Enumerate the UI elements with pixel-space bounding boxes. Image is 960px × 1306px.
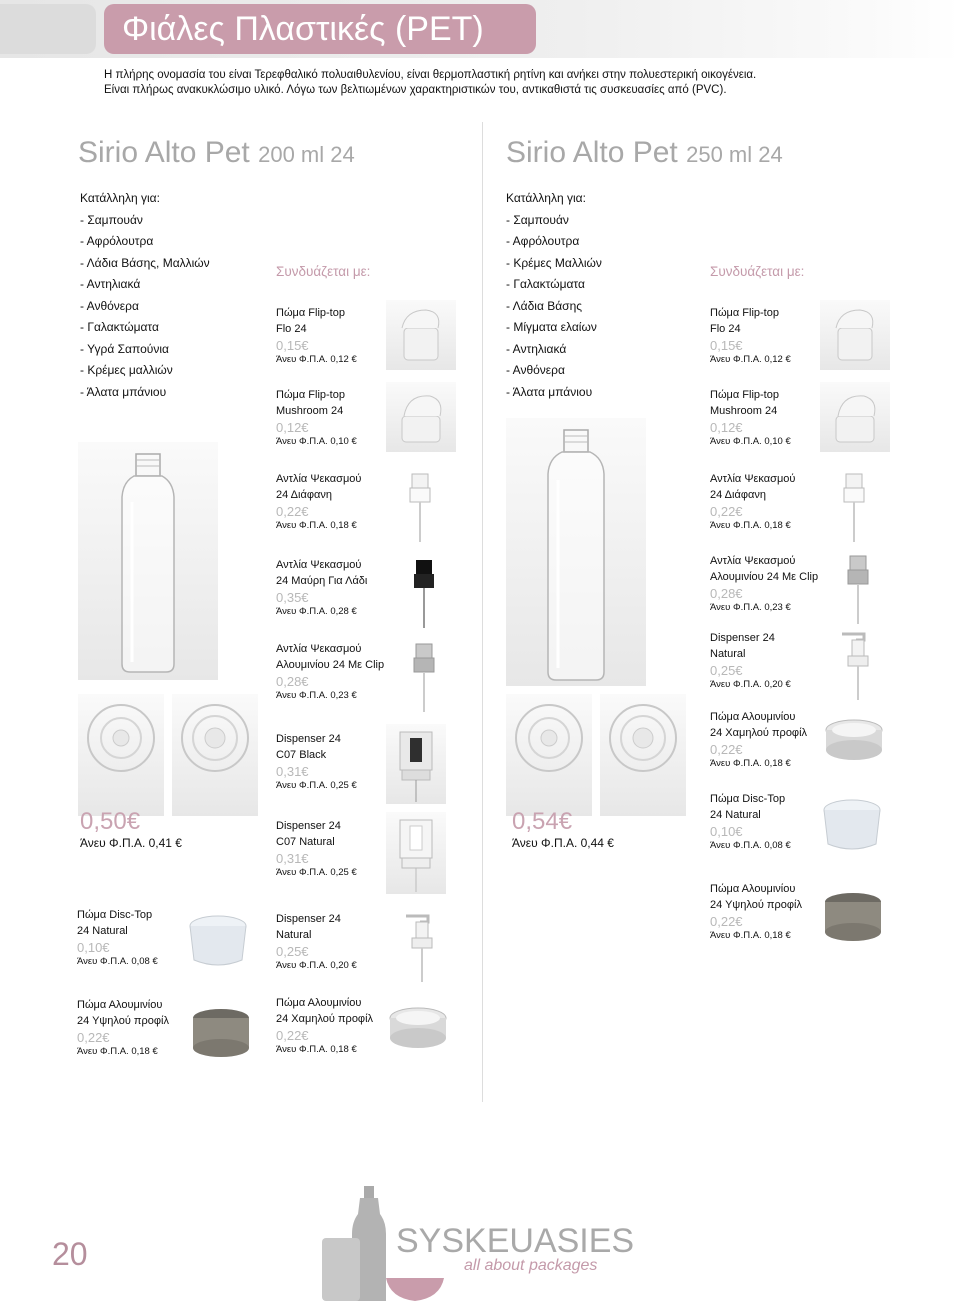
acc-name: 24 Χαμηλού προφίλ xyxy=(710,726,808,739)
acc-name: Natural xyxy=(276,928,312,941)
right-price: 0,54€ xyxy=(512,808,573,835)
right-bottle-bottom-view xyxy=(600,694,686,816)
aluminium-low-cap-image xyxy=(820,714,888,768)
aluminium-cap-icon xyxy=(820,888,886,946)
right-product-size: 250 ml 24 xyxy=(686,142,783,167)
acc-price-novat: Άνευ Φ.Π.Α. 0,12 € xyxy=(710,354,791,365)
acc-price-novat: Άνευ Φ.Π.Α. 0,18 € xyxy=(710,520,791,531)
acc-price-novat: Άνευ Φ.Π.Α. 0,08 € xyxy=(710,840,791,851)
right-product-title xyxy=(506,136,783,170)
left-extra-aluminium-high xyxy=(77,998,187,1058)
right-suitable-list xyxy=(506,188,686,403)
acc-name: Αντλία Ψεκασμού xyxy=(276,559,362,571)
left-acc-spray-black xyxy=(276,558,398,618)
acc-price-novat: Άνευ Φ.Π.Α. 0,23 € xyxy=(710,602,791,613)
bottle-top-icon xyxy=(78,694,164,816)
spray-pump-clear-image xyxy=(400,470,440,544)
acc-price: 0,15€ xyxy=(276,338,309,353)
acc-name: 24 Χαμηλού προφίλ xyxy=(276,1012,374,1025)
acc-name: Natural xyxy=(710,647,746,660)
right-acc-aluminium-high xyxy=(710,882,822,942)
lotion-pump-icon xyxy=(398,908,446,984)
spray-pump-black-image xyxy=(404,556,444,630)
acc-price: 0,28€ xyxy=(710,586,743,601)
bottle-bottom-icon xyxy=(172,694,258,816)
left-acc-flip-flo xyxy=(276,306,388,366)
acc-price-novat: Άνευ Φ.Π.Α. 0,18 € xyxy=(276,520,357,531)
spray-pump-black-icon xyxy=(404,556,444,630)
flip-top-mushroom-image xyxy=(386,382,456,452)
acc-name: 24 Natural xyxy=(710,808,761,821)
right-bottle-photo xyxy=(506,418,646,686)
right-acc-dispenser-natural xyxy=(710,631,822,691)
spray-pump-icon xyxy=(834,470,874,544)
acc-name: Flo 24 xyxy=(710,322,741,335)
aluminium-cap-icon xyxy=(188,1004,254,1062)
left-acc-spray-clear xyxy=(276,472,398,532)
flip-top-mushroom-image xyxy=(820,382,890,452)
page-number: 20 xyxy=(52,1236,88,1272)
acc-name: Mushroom 24 xyxy=(276,404,344,417)
spray-pump-aluminium-icon xyxy=(838,552,878,626)
list-item: - Άλατα μπάνιου xyxy=(80,384,167,399)
acc-name: Mushroom 24 xyxy=(710,404,778,417)
dispenser-natural-c07-image xyxy=(386,812,446,894)
page-title: Φιάλες Πλαστικές (PET) xyxy=(104,4,536,54)
acc-price: 0,22€ xyxy=(276,1028,309,1043)
acc-price-novat: Άνευ Φ.Π.Α. 0,18 € xyxy=(710,930,791,941)
bottle-top-icon xyxy=(506,694,592,816)
flip-top-flo-image xyxy=(820,300,890,370)
list-item: - Αντηλιακά xyxy=(80,277,141,291)
left-product-title xyxy=(78,136,355,170)
spray-pump-aluminium-icon xyxy=(404,640,444,714)
spray-pump-clear-image xyxy=(834,470,874,544)
acc-name: 24 Υψηλού προφίλ xyxy=(77,1014,169,1027)
acc-price-novat: Άνευ Φ.Π.Α. 0,20 € xyxy=(710,679,791,690)
acc-price-novat: Άνευ Φ.Π.Α. 0,18 € xyxy=(77,1046,158,1057)
acc-name: Πώμα Disc-Top xyxy=(77,909,153,921)
acc-name: Αντλία Ψεκασμού xyxy=(276,473,362,485)
acc-price: 0,22€ xyxy=(710,914,743,929)
left-acc-aluminium-low xyxy=(276,996,388,1056)
acc-name: Πώμα Flip-top xyxy=(710,307,779,319)
acc-price: 0,22€ xyxy=(276,504,309,519)
lotion-pump-image xyxy=(398,908,446,984)
list-item: - Λάδια Βάσης xyxy=(506,298,583,313)
right-acc-spray-aluminium xyxy=(710,554,832,614)
left-acc-dispenser-black xyxy=(276,732,388,792)
acc-name: Dispenser 24 xyxy=(276,820,341,832)
acc-name: Αντλία Ψεκασμού xyxy=(710,555,796,567)
acc-price-novat: Άνευ Φ.Π.Α. 0,10 € xyxy=(710,436,791,447)
acc-name: Αλουμινίου 24 Με Clip xyxy=(276,658,385,671)
aluminium-high-cap-image xyxy=(188,1004,254,1062)
acc-price-novat: Άνευ Φ.Π.Α. 0,10 € xyxy=(276,436,357,447)
list-item: - Κρέμες μαλλιών xyxy=(80,363,173,377)
left-acc-dispenser-natural-c07 xyxy=(276,819,388,879)
acc-name: Πώμα Flip-top xyxy=(710,389,779,401)
bottle-icon xyxy=(78,442,218,680)
acc-price: 0,22€ xyxy=(710,742,743,757)
left-bottle-photo xyxy=(78,442,218,680)
list-item: - Λάδια Βάσης, Μαλλιών xyxy=(80,255,210,270)
spray-pump-aluminium-image xyxy=(404,640,444,714)
disc-top-cap-image xyxy=(186,908,250,974)
acc-price: 0,22€ xyxy=(710,504,743,519)
list-item: - Κρέμες Μαλλιών xyxy=(506,255,602,270)
acc-name: Αλουμινίου 24 Με Clip xyxy=(710,570,819,583)
right-acc-disc-top xyxy=(710,792,822,852)
acc-name: Flo 24 xyxy=(276,322,307,335)
acc-name: Πώμα Αλουμινίου xyxy=(276,997,362,1009)
bottle-bottom-icon xyxy=(600,694,686,816)
left-bottle-top-view xyxy=(78,694,164,816)
acc-price: 0,12€ xyxy=(276,420,309,435)
list-item: - Άλατα μπάνιου xyxy=(506,384,593,399)
acc-price: 0,25€ xyxy=(710,663,743,678)
flip-top-cap-icon xyxy=(820,300,890,370)
right-acc-aluminium-low xyxy=(710,710,822,770)
acc-price-novat: Άνευ Φ.Π.Α. 0,20 € xyxy=(276,960,357,971)
acc-name: Dispenser 24 xyxy=(276,733,341,745)
header-tab xyxy=(0,4,96,54)
list-item: - Σαμπουάν xyxy=(80,212,143,227)
intro-line-1: Η πλήρης ονομασία του είναι Τερεφθαλικό πολυαιθυλενίου, είναι θερμοπλαστική ρητίνη και ανήκει στην πολυεστερική οικογένεια. xyxy=(104,69,757,81)
acc-name: 24 Διάφανη xyxy=(276,488,332,501)
acc-price: 0,10€ xyxy=(77,940,110,955)
acc-name: 24 Natural xyxy=(77,924,128,937)
acc-price: 0,35€ xyxy=(276,590,309,605)
left-acc-spray-aluminium xyxy=(276,642,398,702)
acc-name: Πώμα Αλουμινίου xyxy=(77,999,163,1011)
logo-sub-text: all about packages xyxy=(464,1257,598,1274)
acc-price-novat: Άνευ Φ.Π.Α. 0,08 € xyxy=(77,956,158,967)
aluminium-low-cap-icon xyxy=(820,714,888,768)
spray-pump-aluminium-image xyxy=(838,552,878,626)
acc-price: 0,31€ xyxy=(276,764,309,779)
left-extra-disc-top xyxy=(77,908,187,968)
left-price: 0,50€ xyxy=(80,808,141,835)
list-item: - Γαλακτώματα xyxy=(506,277,585,291)
spray-pump-icon xyxy=(400,470,440,544)
right-acc-flip-mushroom xyxy=(710,388,822,448)
acc-name: 24 Διάφανη xyxy=(710,488,766,501)
right-combo-label: Συνδυάζεται με: xyxy=(710,264,805,279)
acc-price-novat: Άνευ Φ.Π.Α. 0,18 € xyxy=(710,758,791,769)
right-bottle-top-view xyxy=(506,694,592,816)
list-item: - Ανθόνερα xyxy=(506,363,565,377)
acc-price: 0,12€ xyxy=(710,420,743,435)
aluminium-high-cap-image xyxy=(820,888,886,946)
intro-line-2: Είναι πλήρως ανακυκλώσιμο υλικό. Λόγω των βελτιωμένων χαρακτηριστικών του, αντικαθιστά τις συσκευασίες από (PVC). xyxy=(104,84,727,96)
list-item: - Αντηλιακά xyxy=(506,341,567,356)
acc-price-novat: Άνευ Φ.Π.Α. 0,25 € xyxy=(276,780,357,791)
lotion-pump-icon xyxy=(834,626,882,702)
acc-name: Αντλία Ψεκασμού xyxy=(276,643,362,655)
acc-price: 0,15€ xyxy=(710,338,743,353)
acc-price: 0,25€ xyxy=(276,944,309,959)
list-item: - Υγρά Σαπούνια xyxy=(80,341,169,356)
dispenser-natural-icon xyxy=(386,812,446,894)
list-item: - Αφρόλουτρα xyxy=(80,234,154,248)
acc-name: Πώμα Αλουμινίου xyxy=(710,883,796,895)
flip-top-mushroom-icon xyxy=(386,382,456,452)
acc-name: Πώμα Flip-top xyxy=(276,307,345,319)
acc-name: Πώμα Flip-top xyxy=(276,389,345,401)
acc-name: Πώμα Disc-Top xyxy=(710,793,786,805)
acc-name: Αντλία Ψεκασμού xyxy=(710,473,796,485)
acc-name: Πώμα Αλουμινίου xyxy=(710,711,796,723)
list-item: - Μίγματα ελαίων xyxy=(506,320,597,334)
left-product-name: Sirio Alto Pet xyxy=(78,136,250,169)
right-suitable-label: Κατάλληλη για: xyxy=(506,191,586,205)
acc-price: 0,10€ xyxy=(710,824,743,839)
left-acc-flip-mushroom xyxy=(276,388,388,448)
intro-text xyxy=(104,68,924,98)
right-product-name: Sirio Alto Pet xyxy=(506,136,678,169)
acc-price-novat: Άνευ Φ.Π.Α. 0,25 € xyxy=(276,867,357,878)
aluminium-low-cap-image xyxy=(384,1002,452,1056)
acc-name: C07 Black xyxy=(276,748,327,761)
acc-name: 24 Μαύρη Για Λάδι xyxy=(276,574,368,587)
column-divider xyxy=(482,122,483,1102)
acc-name: Dispenser 24 xyxy=(276,913,341,925)
flip-top-flo-image xyxy=(386,300,456,370)
list-item: - Αφρόλουτρα xyxy=(506,234,580,248)
acc-price: 0,22€ xyxy=(77,1030,110,1045)
left-acc-dispenser-natural xyxy=(276,912,388,972)
acc-price-novat: Άνευ Φ.Π.Α. 0,18 € xyxy=(276,1044,357,1055)
lotion-pump-image xyxy=(834,626,882,702)
disc-top-cap-image xyxy=(820,792,884,858)
acc-price-novat: Άνευ Φ.Π.Α. 0,28 € xyxy=(276,606,357,617)
aluminium-low-cap-icon xyxy=(384,1002,452,1056)
right-acc-flip-flo xyxy=(710,306,822,366)
right-acc-spray-clear xyxy=(710,472,832,532)
acc-name: Dispenser 24 xyxy=(710,632,775,644)
logo-main-text: SYSKEUASIES xyxy=(396,1222,635,1260)
flip-top-cap-icon xyxy=(386,300,456,370)
left-suitable-label: Κατάλληλη για: xyxy=(80,191,160,205)
dispenser-black-image xyxy=(386,724,446,804)
dispenser-black-icon xyxy=(386,724,446,804)
left-combo-label: Συνδυάζεται με: xyxy=(276,264,371,279)
acc-name: 24 Υψηλού προφίλ xyxy=(710,898,802,911)
disc-top-cap-icon xyxy=(186,908,250,974)
bottle-icon xyxy=(506,418,646,686)
acc-price-novat: Άνευ Φ.Π.Α. 0,12 € xyxy=(276,354,357,365)
acc-price-novat: Άνευ Φ.Π.Α. 0,23 € xyxy=(276,690,357,701)
flip-top-mushroom-icon xyxy=(820,382,890,452)
right-price-novat: Άνευ Φ.Π.Α. 0,44 € xyxy=(512,836,614,850)
left-product-size: 200 ml 24 xyxy=(258,142,355,167)
disc-top-cap-icon xyxy=(820,792,884,858)
list-item: - Σαμπουάν xyxy=(506,212,569,227)
left-bottle-bottom-view xyxy=(172,694,258,816)
acc-price: 0,31€ xyxy=(276,851,309,866)
left-price-novat: Άνευ Φ.Π.Α. 0,41 € xyxy=(80,836,182,850)
list-item: - Ανθόνερα xyxy=(80,298,139,313)
left-suitable-list xyxy=(80,188,260,403)
acc-name: C07 Natural xyxy=(276,835,335,848)
acc-price: 0,28€ xyxy=(276,674,309,689)
list-item: - Γαλακτώματα xyxy=(80,320,159,334)
